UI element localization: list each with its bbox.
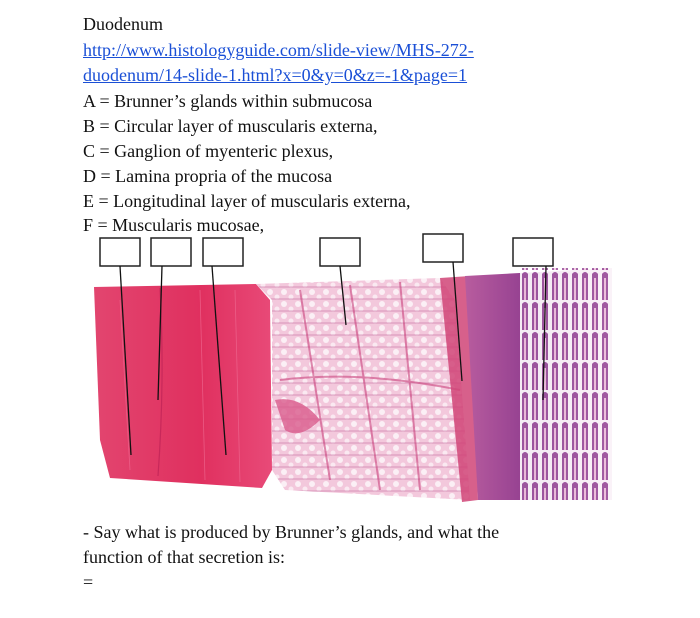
label-d: D = Lamina propria of the mucosa xyxy=(83,166,333,186)
answer-box-3 xyxy=(203,238,243,266)
question-line2: function of that secretion is: xyxy=(83,547,285,567)
submucosa-region xyxy=(256,278,470,500)
answer-box-4 xyxy=(320,238,360,266)
source-link-line1[interactable]: http://www.histologyguide.com/slide-view/MHS-272- xyxy=(83,40,474,60)
answer-box-5 xyxy=(423,234,463,262)
question-line1: - Say what is produced by Brunner’s glands, and what the xyxy=(83,522,500,542)
answer-field[interactable]: = xyxy=(83,572,94,592)
answer-box-1 xyxy=(100,238,140,266)
answer-box-2 xyxy=(151,238,191,266)
label-e: E = Longitudinal layer of muscularis externa, xyxy=(83,191,411,211)
document-title: Duodenum xyxy=(83,14,163,34)
label-a: A = Brunner’s glands within submucosa xyxy=(83,91,373,111)
label-c: C = Ganglion of myenteric plexus, xyxy=(83,141,334,161)
source-link-line2[interactable]: duodenum/14-slide-1.html?x=0&y=0&z=-1&page=1 xyxy=(83,65,468,85)
answer-box-6 xyxy=(513,238,553,266)
label-b: B = Circular layer of muscularis externa, xyxy=(83,116,378,136)
villi-region xyxy=(520,268,612,500)
label-f: F = Muscularis mucosae, xyxy=(83,215,265,235)
